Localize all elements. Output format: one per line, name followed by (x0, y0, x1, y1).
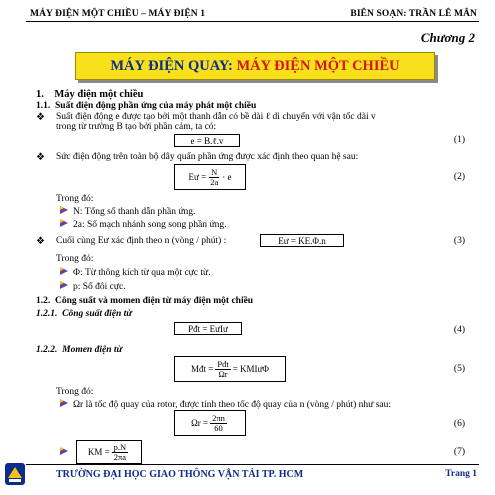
arrow-bullet-icon (60, 399, 68, 407)
equation-4-number: (4) (453, 325, 465, 335)
paragraph-2: Sức điện động trên toàn bộ dây quấn phần ứng được xác định theo quan hệ sau: (56, 152, 359, 162)
heading-1-2-2: 1.2.2. Momen điện từ (36, 345, 123, 355)
equation-6-number: (6) (453, 419, 465, 429)
equation-2-number: (2) (453, 172, 465, 182)
equation-5-number: (5) (453, 364, 465, 374)
footer-school: TRƯỜNG ĐẠI HỌC GIAO THÔNG VẬN TẢI TP. HCM (56, 469, 304, 480)
paragraph-1-line-1: Suất điện động e được tạo bởi một thanh dẫn có bề dài ℓ di chuyển với vận tốc dài v (56, 112, 376, 122)
definition-omega: Ωr là tốc độ quay của rotor, được tính theo tốc độ quay của n (vòng / phút) như sau: (60, 399, 391, 410)
diamond-bullet-icon: ❖ (36, 152, 45, 163)
heading-1-1: 1.1. Suất điện động phần ứng của máy phát một chiều (36, 101, 257, 111)
where-label-3: Trong đó: (56, 387, 94, 397)
title-part-2: MÁY ĐIỆN MỘT CHIỀU (236, 58, 400, 74)
definition-p: p: Số đôi cực. (60, 281, 126, 292)
page-header (26, 8, 479, 22)
heading-1: 1. Máy điện một chiều (36, 89, 144, 100)
heading-1-2: 1.2. Công suất và momen điện từ máy điện một chiều (36, 296, 254, 306)
diamond-bullet-icon: ❖ (36, 236, 45, 247)
equation-1: e = B.ℓ.v (174, 134, 240, 147)
where-label-1: Trong đó: (56, 194, 94, 204)
equation-2: Eư = $\frac{N}{2a}$ · e (174, 164, 246, 190)
diamond-bullet-icon: ❖ (36, 112, 45, 123)
header-author: BIÊN SOẠN: TRẦN LÊ MÂN (350, 9, 477, 19)
paragraph-3: Cuối cùng Eư xác định theo n (vòng / phút) : (56, 236, 227, 246)
equation-6: Ωr = $\frac{2\pi n}{60}$ (174, 410, 246, 436)
page-footer (26, 464, 479, 484)
definition-2a: 2a: Số mạch nhánh song song phần ứng. (60, 219, 226, 230)
arrow-bullet-icon (60, 447, 73, 458)
equation-5: Mđt = $\frac{\text{Pđt}}{\Omega r}$ = KMIưΦ (174, 356, 286, 382)
equation-1-number: (1) (453, 135, 465, 145)
university-logo-icon (4, 462, 26, 486)
arrow-bullet-icon (60, 281, 68, 289)
equation-3-number: (3) (453, 236, 465, 246)
definition-n: N: Tổng số thanh dẫn phần ứng. (60, 206, 195, 217)
equation-7: KM = $\frac{p.N}{2\pi a}$ (76, 440, 142, 464)
arrow-bullet-icon (60, 206, 68, 214)
section-title-banner (75, 52, 435, 80)
title-part-1: MÁY ĐIỆN QUAY: (110, 58, 237, 74)
equation-7-number: (7) (453, 447, 465, 457)
paragraph-1-line-2: trong từ trường B tạo bởi phần cảm, ta có: (56, 122, 217, 132)
chapter-label: Chương 2 (420, 30, 475, 45)
equation-4: Pđt = EưIư (174, 322, 242, 335)
definition-phi: Φ: Từ thông kích từ qua một cực từ. (60, 267, 211, 278)
arrow-bullet-icon (60, 219, 68, 227)
heading-1-2-1: 1.2.1. Công suất điện từ (36, 309, 132, 319)
where-label-2: Trong đó: (56, 254, 94, 264)
header-course: MÁY ĐIỆN MỘT CHIỀU – MÁY ĐIỆN 1 (30, 9, 206, 19)
equation-3: Eư = KE.Φ.n (260, 234, 344, 247)
page-number: Trang 1 (445, 469, 477, 479)
arrow-bullet-icon (60, 267, 68, 275)
